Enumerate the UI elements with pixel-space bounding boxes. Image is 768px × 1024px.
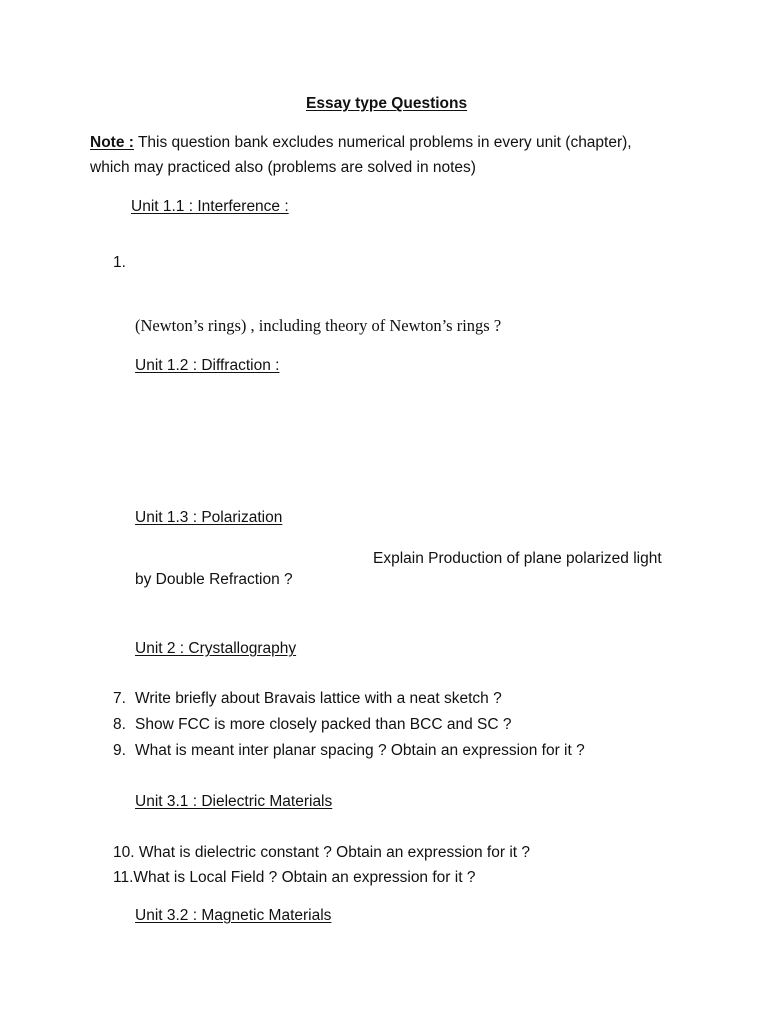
item-number: 9. xyxy=(113,742,126,759)
unit-1-2-heading: Unit 1.2 : Diffraction : xyxy=(135,357,280,374)
unit-1-1-heading: Unit 1.1 : Interference : xyxy=(131,198,289,215)
note-text-1: This question bank excludes numerical problems in every unit (chapter), xyxy=(137,134,632,151)
item-number: 8. xyxy=(113,716,126,733)
unit-3-1-heading: Unit 3.1 : Dielectric Materials xyxy=(135,793,333,810)
item-text: What is dielectric constant ? Obtain an expression for it ? xyxy=(134,844,531,861)
note-label: Note : xyxy=(90,134,134,151)
list-item xyxy=(113,742,585,761)
list-item xyxy=(113,690,502,709)
list-item xyxy=(113,844,530,863)
item-text: Write briefly about Bravais lattice with a neat sketch ? xyxy=(135,690,502,707)
polarization-question-line-1: Explain Production of plane polarized light xyxy=(373,550,662,567)
item-number: 7. xyxy=(113,690,126,707)
item-number: 11. xyxy=(113,869,134,886)
polarization-question-line-2: by Double Refraction ? xyxy=(135,571,293,588)
note-line-2: which may practiced also (problems are solved in notes) xyxy=(90,159,476,176)
list-item xyxy=(113,869,475,888)
unit-1-3-heading: Unit 1.3 : Polarization xyxy=(135,509,283,526)
question-1-continuation: (Newton’s rings) , including theory of Newton’s rings ? xyxy=(135,316,502,335)
question-1-number: 1. xyxy=(113,254,126,271)
unit-2-heading: Unit 2 : Crystallography xyxy=(135,640,297,657)
list-item xyxy=(113,716,511,735)
unit-3-2-heading: Unit 3.2 : Magnetic Materials xyxy=(135,907,332,924)
item-text: What is meant inter planar spacing ? Obtain an expression for it ? xyxy=(135,742,585,759)
item-number: 10. xyxy=(113,844,135,861)
item-text: What is Local Field ? Obtain an expression for it ? xyxy=(133,869,476,886)
page-title: Essay type Questions xyxy=(306,95,468,112)
item-text: Show FCC is more closely packed than BCC and SC ? xyxy=(135,716,512,733)
note-line-1 xyxy=(90,134,632,153)
